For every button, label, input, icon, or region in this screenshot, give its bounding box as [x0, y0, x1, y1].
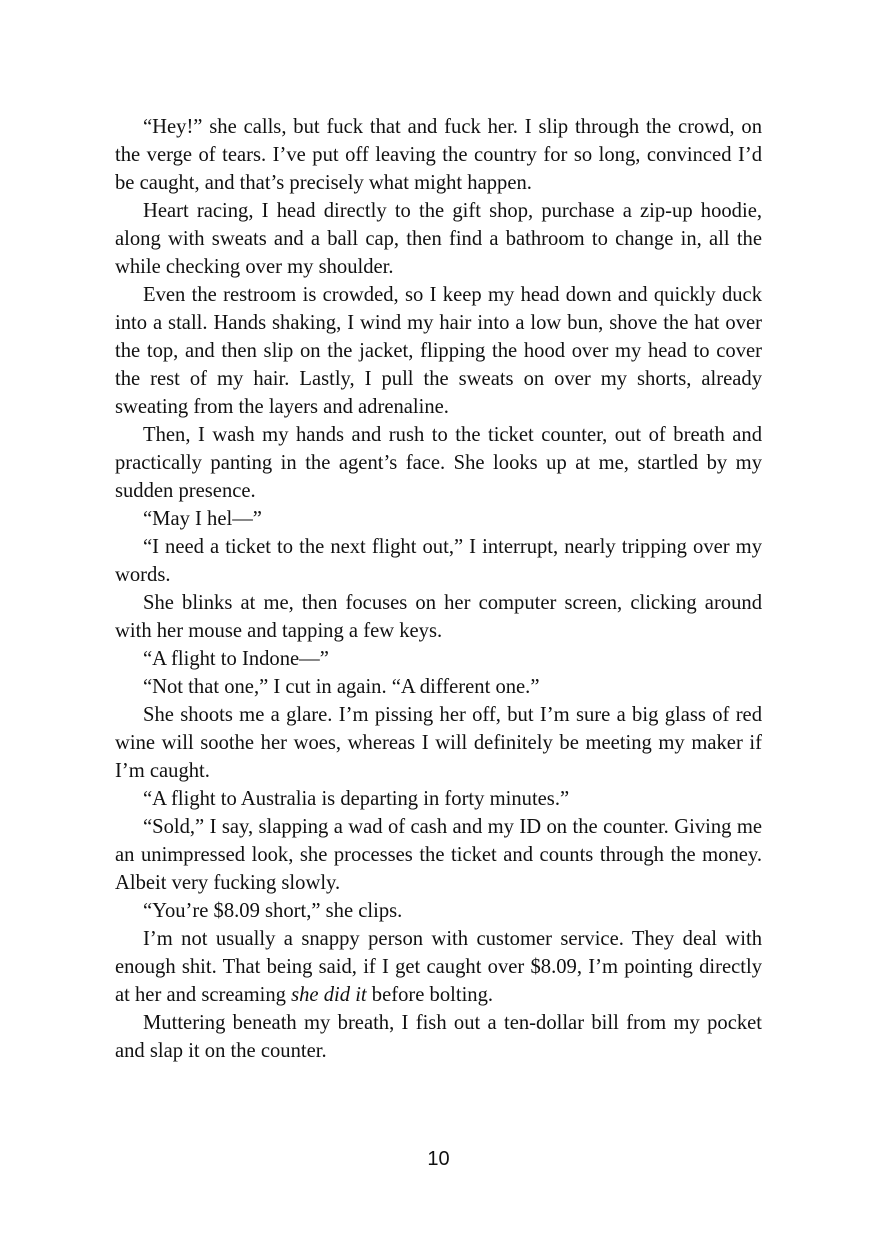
- paragraph: Then, I wash my hands and rush to the ticket counter, out of breath and practically panting in the agent’s face. She looks up at me, startled by my sudden presence.: [115, 424, 762, 502]
- paragraph: She blinks at me, then focuses on her computer screen, clicking around with her mouse and tapping a few keys.: [115, 592, 762, 642]
- page-number: 10: [427, 1148, 450, 1170]
- paragraph: “Sold,” I say, slapping a wad of cash and my ID on the counter. Giving me an unimpressed look, she processes the ticket and counts through the money. Albeit very fucking slowly.: [115, 816, 762, 894]
- paragraph: “A flight to Indone—”: [143, 648, 329, 670]
- paragraph: She shoots me a glare. I’m pissing her off, but I’m sure a big glass of red wine will soothe her woes, whereas I will definitely be meeting my maker if I’m caught.: [115, 704, 762, 782]
- paragraph: “I need a ticket to the next flight out,” I interrupt, nearly tripping over my words.: [115, 536, 762, 586]
- paragraph-text: I’m not usually a snappy person with customer service. They deal with enough shit. That being said, if I get caught over $8.09, I’m pointing directly at her and screaming: [115, 928, 762, 1006]
- emphasized-text: she did it: [291, 984, 367, 1006]
- paragraph: Muttering beneath my breath, I fish out a ten-dollar bill from my pocket and slap it on the counter.: [115, 1012, 762, 1062]
- paragraph: Heart racing, I head directly to the gift shop, purchase a zip-up hoodie, along with sweats and a ball cap, then find a bathroom to change in, all the while checking over my shoulder.: [115, 200, 762, 278]
- paragraph: Even the restroom is crowded, so I keep my head down and quickly duck into a stall. Hands shaking, I wind my hair into a low bun, shove the hat over the top, and then slip on the jacket, flipping the hood over my head to cover the rest of my hair. Lastly, I pull the sweats on over my shorts, already sweating from the layers and adrenaline.: [115, 284, 762, 418]
- paragraph: [115, 925, 762, 1009]
- paragraph: “Hey!” she calls, but fuck that and fuck her. I slip through the crowd, on the verge of tears. I’ve put off leaving the country for so long, convinced I’d be caught, and that’s precisely what might happen.: [115, 116, 762, 194]
- paragraph: “May I hel—”: [143, 508, 262, 530]
- paragraph: “Not that one,” I cut in again. “A different one.”: [143, 676, 540, 698]
- paragraph: “A flight to Australia is departing in forty minutes.”: [143, 788, 570, 810]
- paragraph-text: before bolting.: [366, 984, 494, 1006]
- paragraph: “You’re $8.09 short,” she clips.: [143, 900, 403, 922]
- page-body: [115, 113, 762, 1065]
